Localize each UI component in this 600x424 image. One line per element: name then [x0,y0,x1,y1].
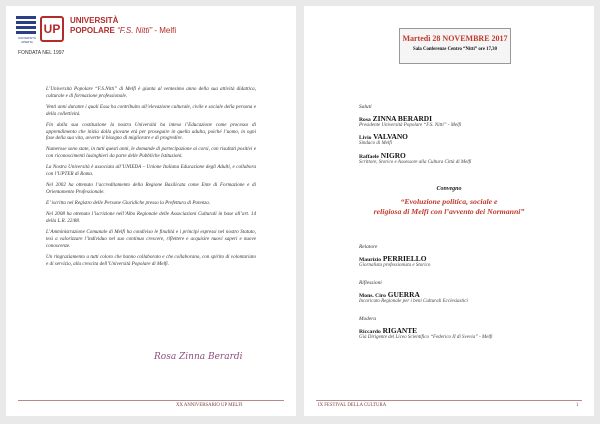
event-venue: Sala Conferenze Centro “Nitti” ore 17,30 [413,47,497,52]
riflessioni-name: Mons. Ciro GUERRA [359,290,420,299]
universita-aperta-logo [16,16,36,44]
modera-section [359,316,579,341]
university-nitti: “F.S. Nitti” [117,25,153,35]
up-logo: UP [40,16,64,42]
event-date [400,34,510,43]
relatore-label: Relatore [359,244,378,250]
left-page [6,6,296,416]
paragraph: Venti anni durante i quali Essa ha contribuito all’elevazione culturale, civile e sociale della persona e della collettività. [46,103,256,117]
relatore-section [359,244,579,269]
university-line1: UNIVERSITÀ [70,16,119,25]
talk-title-line2: religiosa di Melfi con l’avvento dei Normanni” [373,207,525,216]
footer-divider [316,400,582,401]
intro-text [46,86,256,272]
university-name [70,16,176,35]
talk-title-line1: “Evoluzione politica, sociale e [400,197,498,206]
modera-role: Già Dirigente del Liceo Scientifico “Federico II di Svevia” - Melfi [359,335,493,340]
convegno-section [344,186,554,217]
paragraph: E’ iscritta nel Registro delle Persone Giuridiche presso la Prefettura di Potenza. [46,200,211,207]
foundation-year: FONDATA NEL 1997 [18,50,65,56]
paragraph: Nel 2008 ha ottenuto l’iscrizione nell’Albo Regionale delle Associazioni Culturali in base all’art. 14 della L.R. 22/88. [46,211,256,225]
speaker [359,132,579,147]
riflessioni-label: Riflessioni [359,280,382,286]
speaker [359,114,579,129]
relatore-role: Giornalista professionista e Storico [359,263,431,268]
header [16,16,176,44]
speaker-name: Raffaele NIGRO [359,150,406,160]
university-city: - Melfi [154,25,177,35]
paragraph: La Nostra Università è associata all’UNIEDA – Unione Italiana Educazione degli Adulti, e collabora con l’UPTER di Roma. [46,164,256,178]
riflessioni-section [359,280,579,305]
paragraph: L’Università Popolare “F.S.Nitti” di Melfi è giunta al ventesimo anno della sua attività didattica, culturale e di formazione professionale. [46,86,256,99]
date-banner [399,28,511,64]
right-page [304,6,594,416]
paragraph: Nel 2002 ha ottenuto l’accreditamento della Regione Basilicata come Ente di Formazione e di Orientamento Professionale. [46,182,256,195]
modera-label: Modera [359,316,377,322]
speaker-name: Livio VALVANO [359,132,408,142]
speaker-name: Rosa ZINNA BERARDI [359,114,433,123]
logo-caption: UNIVERSITÀ APERTA [17,36,36,44]
university-line2: POPOLARE “F.S. Nitti” - Melfi [70,25,177,35]
riflessioni-role: Incaricato Regionale per i beni Culturali Ecclesiastici [359,299,468,304]
right-footer: IX FESTIVAL DELLA CULTURA [318,403,387,408]
paragraph: Un ringraziamento a tutti coloro che hanno collaborato e che collaborano, con spirito di volontariato e di servizio, alla crescita dell’Università Popolare di Melfi. [46,253,256,267]
left-footer: XX ANNIVERSARIO UP MELFI [176,403,243,408]
speaker-role: Scrittore, Storico e Assessore alla Cultura Città di Melfi [359,159,472,165]
speaker [359,151,579,166]
speaker-role: Sindaco di Melfi [359,141,393,147]
paragraph: Numerose sono state, in tutti questi anni, le domande di partecipazione ai corsi, con risultati positivi e con riconoscimenti lusinghieri da parte delle Pubbliche Istituzioni. [46,146,256,160]
paragraph: Fin dalla sua costituzione la nostra Università ha inteso l’Educazione come processo di apprendimento che inizia dalla giovane età per proseguire in quella adulta, poiché l’uomo, in ogni fase della sua vita, avverte il bisogno di migliorare e di progredire. [46,121,256,142]
page-number: 1 [576,403,579,408]
paragraph: L’Amministrazione Comunale di Melfi ha condiviso le finalità e i principi espressi nel nostro Statuto, tesi a valorizzare l’individuo nel suo continuo crescere, riflettere e acquisire nuovi saperi e nuove conoscenze. [46,229,256,249]
relatore-name: Maurizio PERRIELLO [359,254,427,263]
saluti-section [359,104,579,166]
event-date-text: Martedì 28 NOVEMBRE 2017 [402,34,508,43]
speaker-role: Presidente Università Popolare “F.S. Nitti” - Melfi [359,123,462,128]
footer-divider [18,400,284,401]
convegno-label: Convegno [436,186,462,192]
saluti-label: Saluti [359,104,372,110]
modera-name: Riccardo RIGANTE [359,326,418,335]
signature: Rosa Zinna Berardi [154,352,243,362]
